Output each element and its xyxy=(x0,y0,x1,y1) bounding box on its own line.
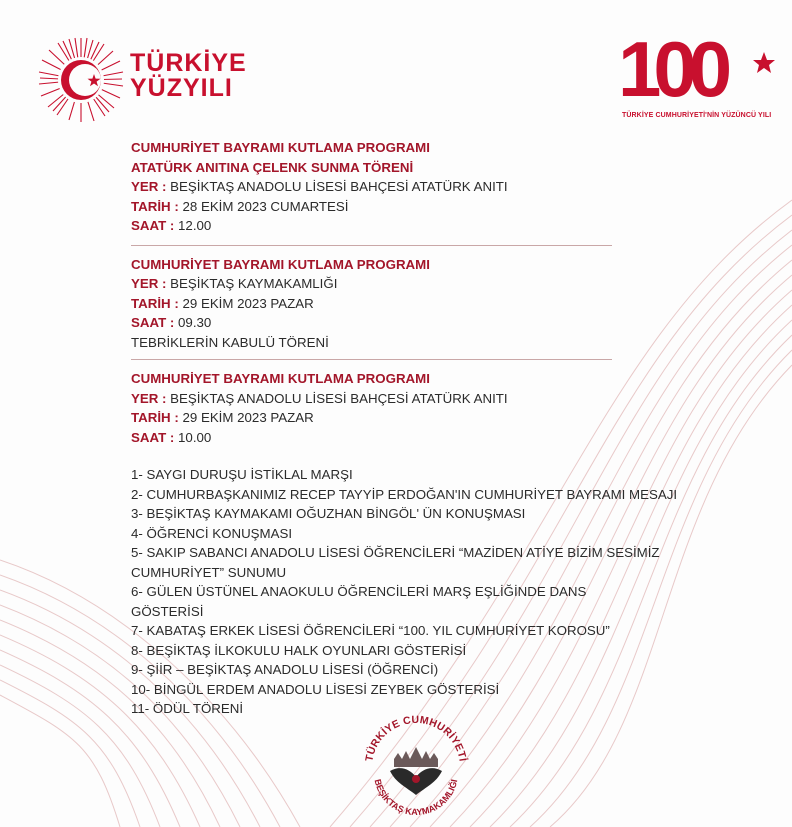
centenary-100-mark xyxy=(612,26,782,110)
logo-right-number: 100 xyxy=(618,26,725,110)
time-value: 10.00 xyxy=(174,429,212,445)
program-content xyxy=(131,138,731,719)
list-item: 1- SAYGI DURUŞU İSTİKLAL MARŞI xyxy=(131,467,353,482)
date-value: 29 EKİM 2023 PAZAR xyxy=(178,410,314,425)
time-value: 09.30 xyxy=(174,315,212,330)
date-value: 29 EKİM 2023 PAZAR xyxy=(178,295,314,311)
section3-time xyxy=(131,428,731,448)
list-item: 11- ÖDÜL TÖRENİ xyxy=(131,701,244,716)
logo-left-line2: YÜZYILI xyxy=(130,74,233,102)
section-wreath-ceremony xyxy=(131,138,731,236)
list-item: 4- ÖĞRENCİ KONUŞMASI xyxy=(131,525,293,541)
list-item: 5- SAKIP SABANCI ANADOLU LİSESİ ÖĞRENCİLERİ “MAZİDEN ATİYE BİZİM SESİMİZ xyxy=(131,545,660,560)
list-item: 3- BEŞİKTAŞ KAYMAKAMI OĞUZHAN BİNGÖL' ÜN KONUŞMASI xyxy=(131,506,526,521)
list-item: 10- BİNGÜL ERDEM ANADOLU LİSESİ ZEYBEK GÖSTERİSİ xyxy=(131,681,500,697)
location-label: YER : xyxy=(131,276,167,291)
divider xyxy=(131,359,612,360)
date-label: TARİH : xyxy=(131,198,179,214)
section3-title: CUMHURİYET BAYRAMI KUTLAMA PROGRAMI xyxy=(131,371,430,386)
list-item: 2- CUMHURBAŞKANIMIZ RECEP TAYYİP ERDOĞAN'IN CUMHURİYET BAYRAMI MESAJI xyxy=(131,486,678,502)
section1-title: CUMHURİYET BAYRAMI KUTLAMA PROGRAMI xyxy=(131,140,430,155)
list-item: CUMHURİYET” SUNUMU xyxy=(131,564,287,580)
logo-right-caption: TÜRKİYE CUMHURİYETİ'NİN YÜZÜNCÜ YILI xyxy=(622,112,772,119)
date-value: 28 EKİM 2023 CUMARTESİ xyxy=(178,198,349,214)
besiktas-kaymakamligi-seal xyxy=(360,713,472,821)
section2-location xyxy=(131,274,731,294)
section2-title: CUMHURİYET BAYRAMI KUTLAMA PROGRAMI xyxy=(131,256,430,272)
location-value: BEŞİKTAŞ ANADOLU LİSESİ BAHÇESİ ATATÜRK ANITI xyxy=(166,179,508,194)
seal-top-text: TÜRKİYE CUMHURİYETİ xyxy=(363,713,469,763)
section2-time xyxy=(131,313,731,333)
list-item: 8- BEŞİKTAŞ İLKOKULU HALK OYUNLARI GÖSTERİSİ xyxy=(131,642,467,658)
list-item: 6- GÜLEN ÜSTÜNEL ANAOKULU ÖĞRENCİLERİ MARŞ EŞLİĞİNDE DANS xyxy=(131,584,587,599)
section-congratulations xyxy=(131,255,731,353)
divider xyxy=(131,245,612,246)
list-item: GÖSTERİSİ xyxy=(131,603,204,619)
program-list xyxy=(131,465,731,719)
section3-location xyxy=(131,389,731,409)
location-label: YER : xyxy=(131,179,167,194)
logo-left-line1: TÜRKİYE xyxy=(130,49,247,77)
date-label: TARİH : xyxy=(131,410,179,425)
location-value: BEŞİKTAŞ ANADOLU LİSESİ BAHÇESİ ATATÜRK ANITI xyxy=(166,390,508,406)
section2-note: TEBRİKLERİN KABULÜ TÖRENİ xyxy=(131,334,329,350)
section2-date xyxy=(131,294,731,314)
location-label: YER : xyxy=(131,390,167,406)
time-label: SAAT : xyxy=(131,429,175,445)
list-item: 7- KABATAŞ ERKEK LİSESİ ÖĞRENCİLERİ “100. YIL CUMHURİYET KOROSU” xyxy=(131,623,610,638)
list-item: 9- ŞİİR – BEŞİKTAŞ ANADOLU LİSESİ (ÖĞRENCİ) xyxy=(131,662,439,677)
section-school-ceremony xyxy=(131,369,731,447)
section1-subtitle: ATATÜRK ANITINA ÇELENK SUNMA TÖRENİ xyxy=(131,159,414,175)
seal-bottom-text: BEŞİKTAŞ KAYMAKAMLIĞI xyxy=(372,778,460,818)
time-label: SAAT : xyxy=(131,315,175,330)
date-label: TARİH : xyxy=(131,295,179,311)
turkiye-yuzyili-logo xyxy=(36,30,256,130)
location-value: BEŞİKTAŞ KAYMAKAMLIĞI xyxy=(166,276,338,291)
eagle-emblem-icon xyxy=(390,747,442,795)
sun-crescent-star-icon xyxy=(36,30,126,130)
section3-date xyxy=(131,408,731,428)
centenary-100-logo xyxy=(612,26,782,130)
section1-time xyxy=(131,216,731,236)
section1-location xyxy=(131,177,731,197)
time-label: SAAT : xyxy=(131,218,175,233)
section1-date xyxy=(131,197,731,217)
star-icon xyxy=(753,52,775,73)
time-value: 12.00 xyxy=(174,218,212,233)
